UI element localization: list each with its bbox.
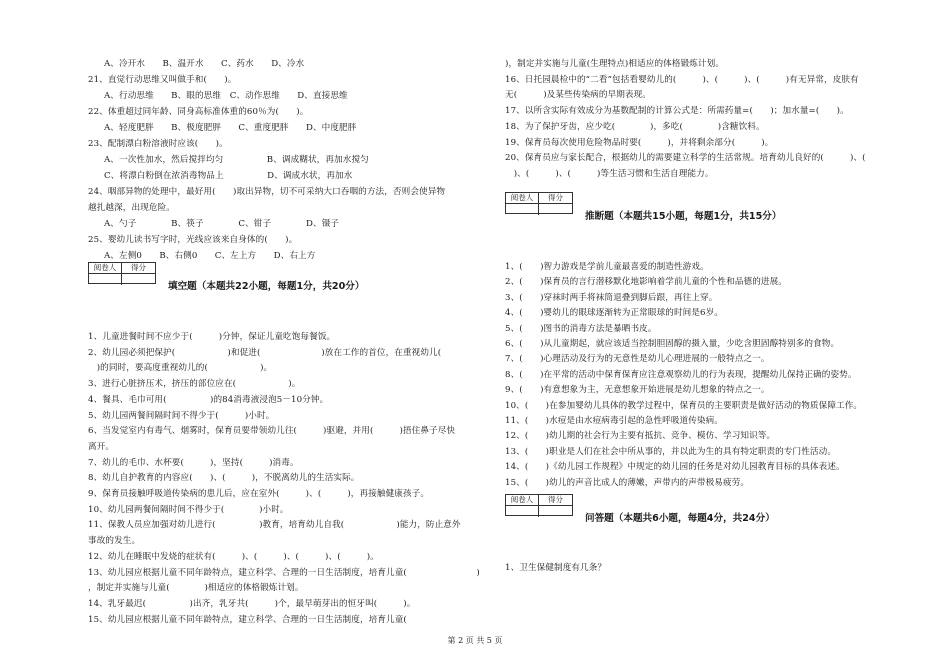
judge-question-line: 15、( )幼儿的声音比成人的薄嫩，声带内的声带极易疲劳。 bbox=[505, 477, 750, 488]
fill-question-line: 2、幼儿园必须把保护( )和促进( )放在工作的首位，在重视幼儿( bbox=[88, 347, 442, 358]
mcq-line: 22、体重超过同年龄、同身高标准体重的60％为( )。 bbox=[88, 107, 309, 117]
judge-question-line: 2、( )保育员的言行潜移默化地影响着学前儿童的个性和品德的进展。 bbox=[505, 277, 787, 288]
fill-question-line: 18、为了保护牙齿，应少吃( )，多吃( )含糖饮料。 bbox=[505, 121, 765, 132]
mcq-line: 25、婴幼儿读书写字时，光线应该来自身体的( )。 bbox=[88, 235, 298, 245]
score-cell[interactable] bbox=[539, 204, 572, 215]
judge-question-line: 9、( )有意想象为主，无意想象开始进展是幼儿想象的特点之一。 bbox=[505, 385, 770, 396]
judge-question-line: 7、( )心理活动及行为的无意性是幼儿心理进展的一般特点之一。 bbox=[505, 354, 770, 365]
score-cell[interactable] bbox=[122, 274, 155, 285]
fill-question-line: 事故的发生。 bbox=[88, 536, 141, 547]
fill-question-line: 15、幼儿园应根据儿童不同年龄特点，建立科学、合理的一日生活制度，培育儿童( bbox=[88, 614, 407, 625]
fill-question-line: 11、保教人员应加强对幼儿进行( )教育，培育幼儿自我( )能力，防止意外 bbox=[88, 520, 461, 531]
mcq-line: A、勺子 B、筷子 C、钳子 D、镊子 bbox=[104, 219, 340, 229]
score-cell[interactable] bbox=[539, 506, 572, 517]
reviewer-label: 阅卷人 bbox=[89, 263, 122, 274]
fill-question-line: 17、以所含实际有效成分为基数配制的计算公式是：所需药量=( )；加水量=( )。 bbox=[505, 106, 849, 117]
reviewer-cell[interactable] bbox=[89, 274, 122, 285]
score-label: 得分 bbox=[122, 263, 155, 274]
fill-question-line: 9、保育员接触呼吸道传染病的患儿后，应在室外( )、( )，再接触健康孩子。 bbox=[88, 489, 430, 499]
mcq-line: C、将漂白粉倒在浓消毒物品上 D、调成水状，再加水 bbox=[104, 171, 353, 181]
judge-section-score-box bbox=[505, 192, 573, 214]
fill-section-score-box bbox=[88, 262, 156, 284]
mcq-line: A、一次性加水，然后搅拌均匀 B、调成糊状，再加水搅匀 bbox=[104, 155, 369, 165]
fill-question-line: )的同时，要高度重视幼儿的( )。 bbox=[88, 363, 273, 374]
reviewer-label: 阅卷人 bbox=[506, 495, 539, 506]
fill-question-line: 离开。 bbox=[88, 441, 115, 452]
mcq-line: 越扎越深，出现危险。 bbox=[88, 203, 175, 213]
fill-question-line: 5、幼儿园两餐间隔时间不得少于( )小时。 bbox=[88, 410, 275, 421]
mcq-line: 24、咽部异物的处理中，最好用( )取出异物，切不可采纳大口吞咽的方法，否则会使异物 bbox=[88, 187, 446, 197]
judge-question-line: 5、( )图书的消毒方法是暴晒书皮。 bbox=[505, 323, 657, 334]
fill-question-line: 13、幼儿园应根据儿童不同年龄特点，建立科学、合理的一日生活制度，培育儿童( ) bbox=[88, 567, 480, 578]
fill-question-line: 7、幼儿的毛巾、水杯要( )，坚持( )消毒。 bbox=[88, 457, 299, 468]
fill-question-line: 无( )及某些传染病的早期表现。 bbox=[505, 90, 652, 101]
fill-question-line: 3、进行心脏挤压术，挤压的部位应在( )。 bbox=[88, 379, 301, 390]
reviewer-cell[interactable] bbox=[506, 506, 539, 517]
judge-question-line: 3、( )穿袜时两手将袜筒退叠到脚后跟，再往上穿。 bbox=[505, 292, 718, 303]
mcq-line: A、行动思维 B、眼的思维 C、动作思维 D、直接思维 bbox=[104, 91, 348, 101]
judge-question-line: 10、( )在参加婴幼儿具体的教学过程中，保育员的主要职责是做好活动的物质保障工作。 bbox=[505, 400, 863, 411]
score-label: 得分 bbox=[539, 495, 572, 506]
judge-question-line: 1、( )智力游戏是学前儿童最喜爱的制造性游戏。 bbox=[505, 262, 709, 272]
fill-question-line: 4、餐具、毛巾可用( )的84消毒液浸泡5－10分钟。 bbox=[88, 394, 329, 405]
fill-question-line: 16、日托园晨检中的“二看”包括看婴幼儿的( )、( )、( )有无异常，皮肤有 bbox=[505, 74, 859, 85]
fill-section-title: 填空题（本题共22小题，每题1分，共20分） bbox=[168, 281, 365, 292]
fill-question-line: ，制定并实施与儿童( )相适应的体格锻炼计划。 bbox=[88, 583, 304, 594]
mcq-line: A、冷开水 B、温开水 C、药水 D、冷水 bbox=[104, 59, 305, 69]
score-label: 得分 bbox=[539, 193, 572, 204]
judge-question-line: 13、( )职业是人们在社会中所从事的，并以此为生的具有特定职责的专门性活动。 bbox=[505, 446, 837, 457]
page-footer: 第 2 页 共 5 页 bbox=[447, 636, 503, 645]
mcq-line: A、左侧0 B、右侧0 C、左上方 D、右上方 bbox=[104, 251, 316, 261]
fill-question-line: )，制定并实施与儿童(生理特点)相适应的体格锻炼计划。 bbox=[505, 59, 725, 69]
fill-question-line: 1、儿童进餐时间不应少于( )分钟，保证儿童吃饱每餐饭。 bbox=[88, 332, 336, 342]
qa-section-title: 问答题（本题共6小题，每题4分，共24分） bbox=[585, 513, 775, 524]
mcq-line: A、轻度肥胖 B、极度肥胖 C、重度肥胖 D、中度肥胖 bbox=[104, 123, 357, 133]
reviewer-label: 阅卷人 bbox=[506, 193, 539, 204]
fill-question-line: 20、保育员应与家长配合，根据幼儿的需要建立科学的生活常规。培育幼儿良好的( )、( bbox=[505, 153, 892, 164]
judge-section-title: 推断题（本题共15小题，每题1分，共15分） bbox=[585, 211, 782, 222]
mcq-line: 23、配制漂白粉溶液时应该( )。 bbox=[88, 139, 228, 149]
judge-question-line: 14、( )《幼儿园工作规程》中规定的幼儿园的任务是对幼儿园教育目标的具体表述。 bbox=[505, 462, 845, 473]
judge-question-line: 12、( )幼儿期的社会行为主要有抵抗、竞争、模仿、学习知识等。 bbox=[505, 431, 776, 442]
fill-question-line: 10、幼儿园两餐间隔时间不得少于( )小时。 bbox=[88, 504, 289, 515]
fill-question-line: )、( )、( )等生活习惯和生活自理能力。 bbox=[505, 168, 714, 179]
qa-question-line: 1、卫生保健制度有几条？ bbox=[505, 563, 607, 573]
judge-question-line: 4、( )婴幼儿的眼球逐渐转为正常眼球的时间是6岁。 bbox=[505, 308, 723, 319]
reviewer-cell[interactable] bbox=[506, 204, 539, 215]
mcq-line: 21、直觉行动思维又叫做手和( )。 bbox=[88, 75, 237, 85]
fill-question-line: 6、当发觉室内有毒气、烟雾时，保育员要带领幼儿往( )驱避，并用( )捂住鼻子尽快 bbox=[88, 426, 456, 437]
judge-question-line: 11、( )水痘是由水痘病毒引起的急性呼吸道传染病。 bbox=[505, 416, 723, 426]
fill-question-line: 8、幼儿自护教育的内容应( )、( )，不脱离幼儿的生活实际。 bbox=[88, 473, 360, 484]
fill-question-line: 19、保育员每次使用危险物品时要( )，并将剩余部分( )。 bbox=[505, 137, 774, 148]
judge-question-line: 8、( )在平常的活动中保育保育应注意观察幼儿的行为表现，提醒幼儿保持正确的姿势。 bbox=[505, 369, 857, 380]
qa-section-score-box bbox=[505, 494, 573, 516]
fill-question-line: 14、乳牙最迟( )出齐，乳牙共( )个，最早萌芽出的恒牙叫( )。 bbox=[88, 598, 416, 609]
judge-question-line: 6、( )从儿童期起，就应该适当控制胆固醇的摄入量，少吃含胆固醇特别多的食物。 bbox=[505, 339, 840, 349]
fill-question-line: 12、幼儿在睡眠中发烧的症状有( )、( )、( )、( )。 bbox=[88, 551, 379, 562]
